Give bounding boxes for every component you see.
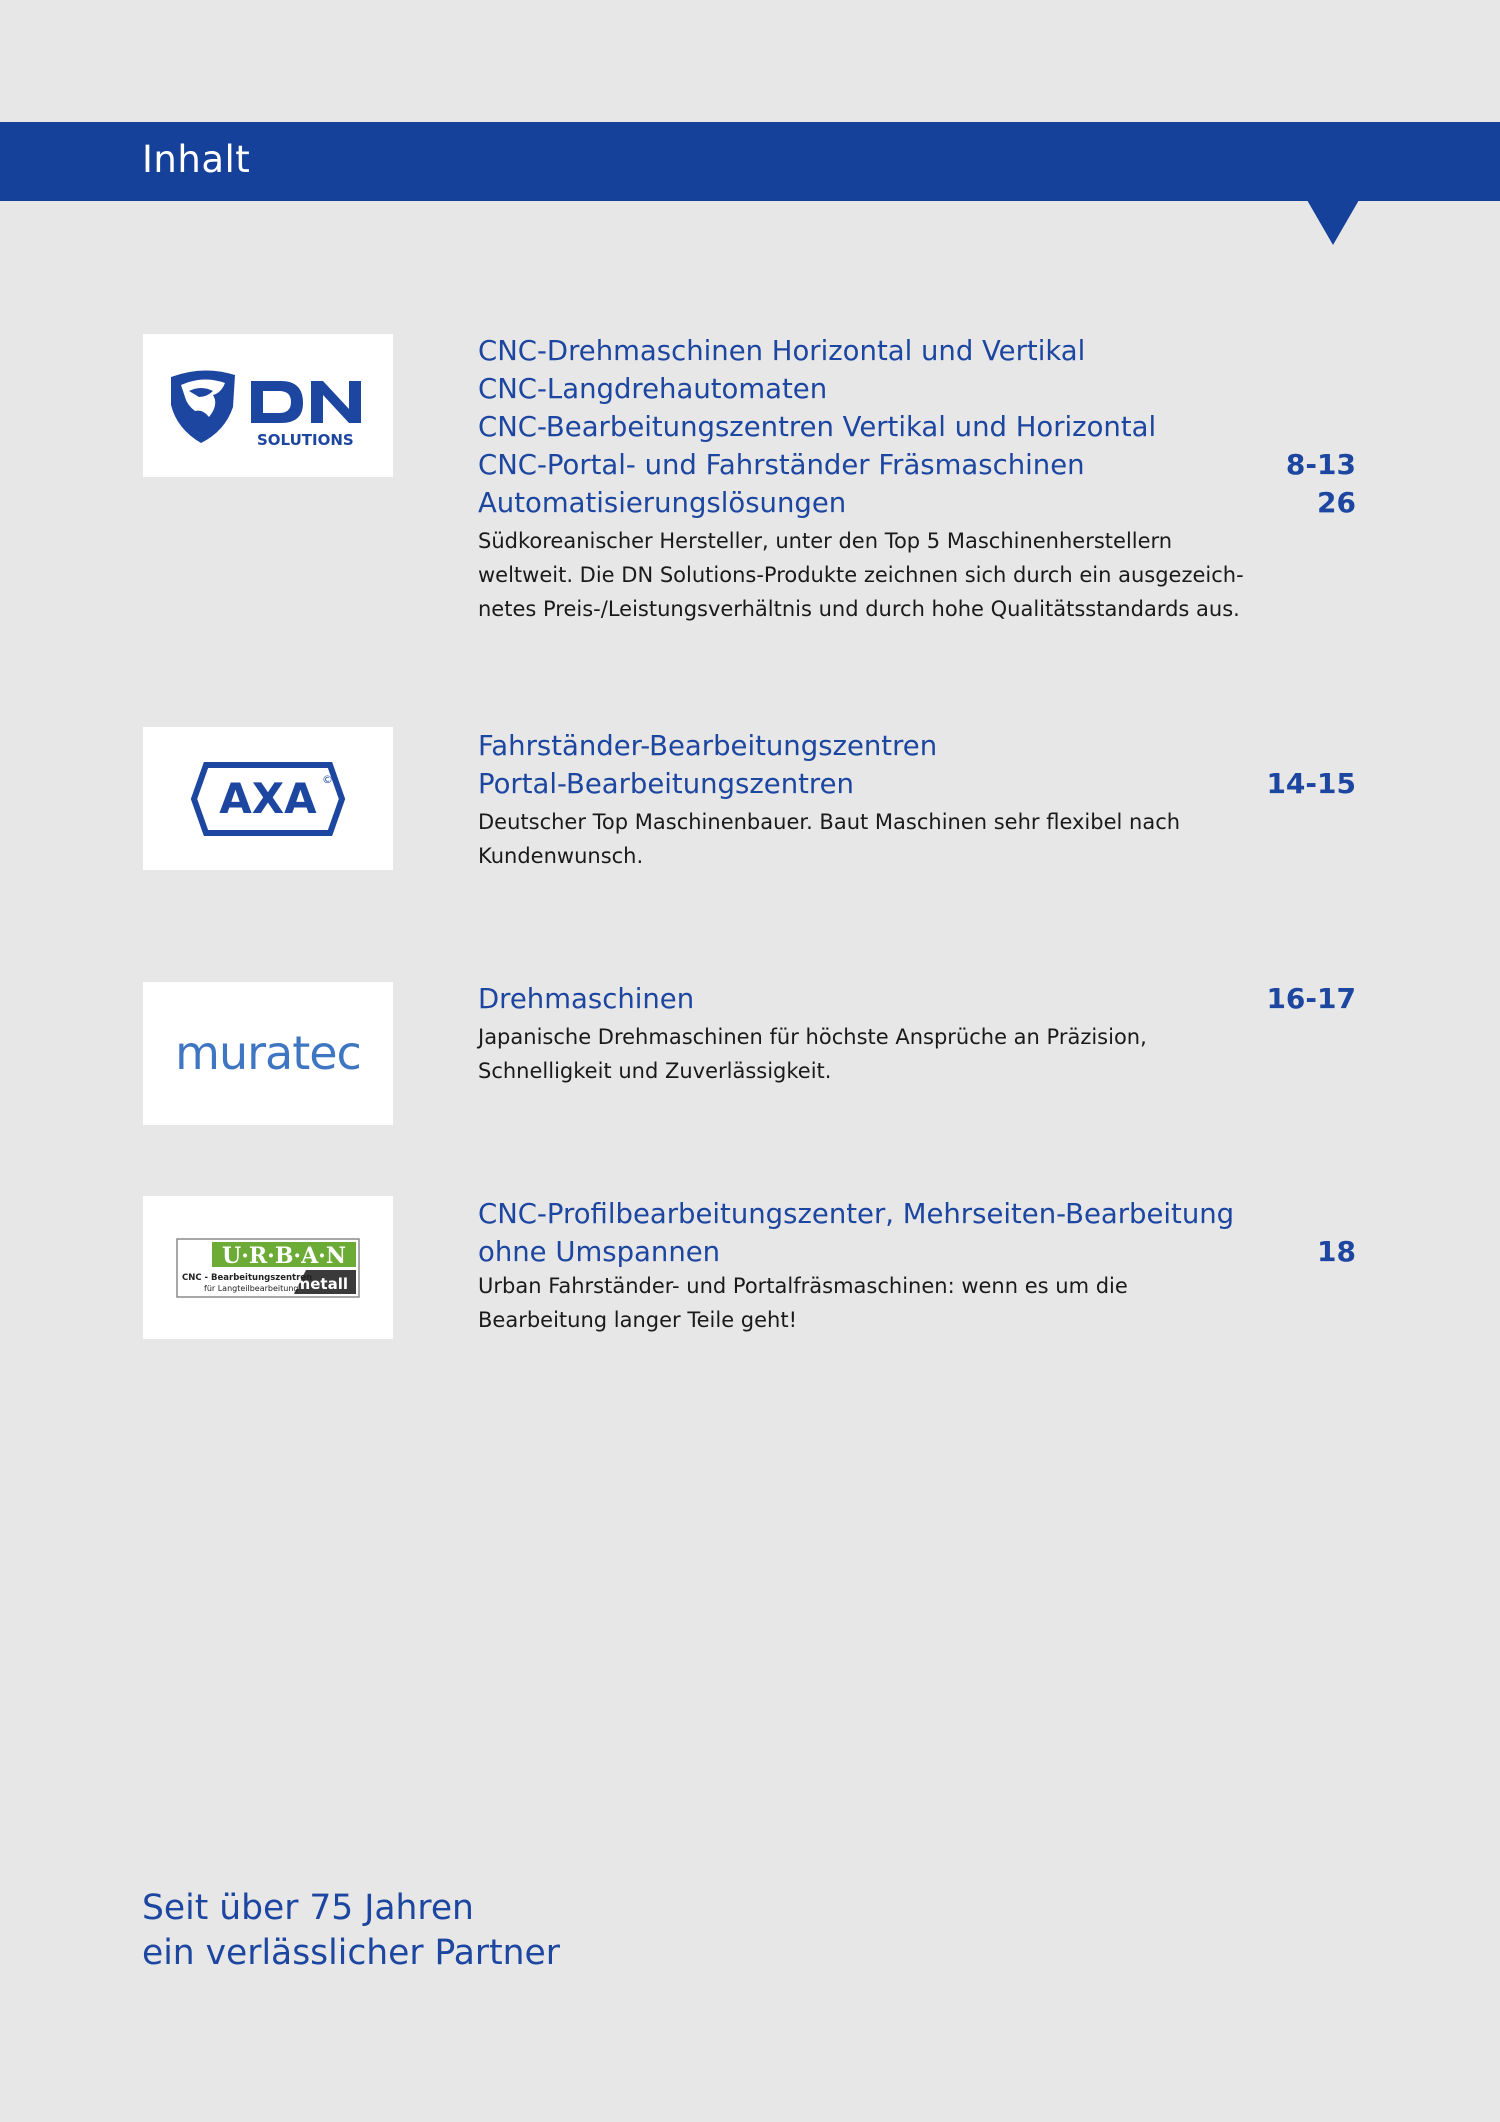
description-line: Japanische Drehmaschinen für höchste Ansprüche an Präzision, <box>478 1025 1147 1049</box>
description-line: Schnelligkeit und Zuverlässigkeit. <box>478 1059 832 1083</box>
svg-text:muratec: muratec <box>175 1025 361 1080</box>
svg-text:CNC - Bearbeitungszentren: CNC - Bearbeitungszentren <box>182 1272 313 1283</box>
logo-axa <box>143 727 393 870</box>
page-number: 14-15 <box>1266 767 1356 800</box>
description-line: Bearbeitung langer Teile geht! <box>478 1308 797 1332</box>
category-title: Drehmaschinen <box>478 983 695 1015</box>
footer-tagline-line2: ein verlässlicher Partner <box>142 1933 560 1973</box>
entry-muratec-text <box>478 980 1378 1088</box>
page-number: 16-17 <box>1266 982 1356 1015</box>
footer-tagline-line1: Seit über 75 Jahren <box>142 1888 474 1928</box>
page-number: 8-13 <box>1285 448 1356 481</box>
page-number: 26 <box>1317 486 1356 519</box>
entry-axa-text <box>478 727 1378 873</box>
urban-logo-icon <box>176 1238 360 1298</box>
entry-description <box>478 524 1278 626</box>
category-title: CNC-Bearbeitungszentren Vertikal und Horizontal <box>478 411 1157 443</box>
entry-description <box>478 1020 1278 1088</box>
header-notch-icon <box>1307 200 1359 245</box>
page-title: Inhalt <box>142 138 251 181</box>
category-title: CNC-Portal- und Fahrständer Fräsmaschinen <box>478 449 1085 481</box>
page-number: 18 <box>1317 1235 1356 1268</box>
entry-dn-text <box>478 332 1378 626</box>
page-numbers <box>1286 446 1356 522</box>
svg-text:metall: metall <box>294 1274 348 1293</box>
page-numbers <box>1317 1233 1356 1271</box>
category-title: Portal-Bearbeitungszentren <box>478 768 854 800</box>
svg-text:AXA: AXA <box>219 773 317 823</box>
description-line: Deutscher Top Maschinenbauer. Baut Maschinen sehr flexibel nach <box>478 810 1181 834</box>
category-title: ohne Umspannen <box>478 1236 721 1268</box>
category-title: CNC-Drehmaschinen Horizontal und Vertikal <box>478 335 1086 367</box>
logo-dn-solutions <box>143 334 393 477</box>
svg-text:©: © <box>322 772 333 786</box>
category-title: CNC-Langdrehautomaten <box>478 373 828 405</box>
page-numbers <box>1266 980 1356 1018</box>
description-line: weltweit. Die DN Solutions-Produkte zeichnen sich durch ein ausgezeich- <box>478 563 1244 587</box>
entry-description <box>478 805 1278 873</box>
panther-shield-icon <box>163 361 373 451</box>
logo-muratec <box>143 982 393 1125</box>
muratec-logo-icon <box>173 1024 363 1084</box>
description-line: Südkoreanischer Hersteller, unter den Top 5 Maschinenherstellern <box>478 529 1173 553</box>
entry-urban-text <box>478 1195 1378 1337</box>
category-title: Automatisierungslösungen <box>478 487 847 519</box>
axa-hexagon-icon <box>188 759 348 839</box>
category-title: CNC-Profilbearbeitungszenter, Mehrseiten-Bearbeitung <box>478 1198 1235 1230</box>
svg-text:U·R·B·A·N: U·R·B·A·N <box>222 1242 346 1269</box>
description-line: Kundenwunsch. <box>478 844 644 868</box>
description-line: Urban Fahrständer- und Portalfräsmaschinen: wenn es um die <box>478 1274 1128 1298</box>
logo-urban <box>143 1196 393 1339</box>
svg-text:SOLUTIONS: SOLUTIONS <box>257 430 354 449</box>
svg-text:für Langteilbearbeitung: für Langteilbearbeitung <box>204 1283 299 1293</box>
page-numbers <box>1266 765 1356 803</box>
category-title: Fahrständer-Bearbeitungszentren <box>478 730 938 762</box>
description-line: netes Preis-/Leistungsverhältnis und durch hohe Qualitätsstandards aus. <box>478 597 1240 621</box>
entry-description <box>478 1269 1278 1337</box>
